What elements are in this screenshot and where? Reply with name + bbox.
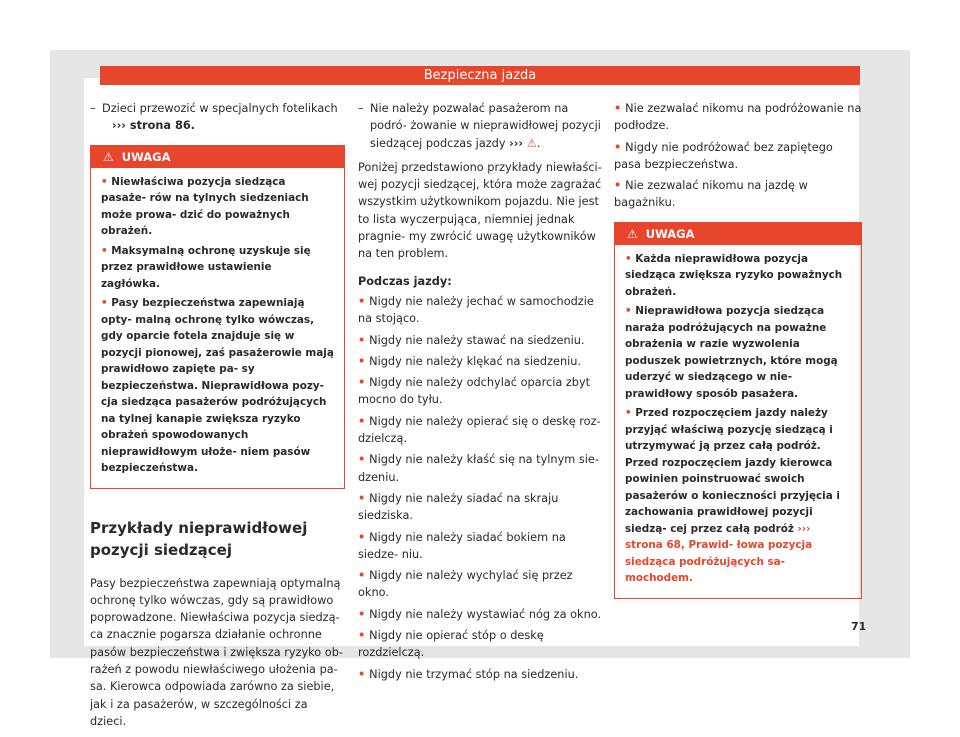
list-item: • Nigdy nie opierać stóp o deskę rozdzielczą. xyxy=(358,629,544,660)
warning-body xyxy=(615,245,861,598)
list-item: • Nigdy nie należy jechać w samochodzie na stojąco. xyxy=(358,294,594,326)
warning-triangle-icon: ⚠ xyxy=(526,136,537,150)
page-number: 71 xyxy=(851,620,867,633)
list-item: • Nigdy nie podróżować bez zapiętego pasa bezpieczeństwa. xyxy=(614,140,833,171)
section-heading: Przykłady nieprawidłowej pozycji siedzącej xyxy=(90,518,308,559)
dash-item: – Dzieci przewozić w specjalnych fotelikach ››› strona 86. xyxy=(90,100,345,135)
list-item: • Nigdy nie trzymać stóp na siedzeniu. xyxy=(358,667,579,681)
list-item: • Nigdy nie należy wystawiać nóg za okno. xyxy=(358,607,602,621)
dash-item-text: Nie należy pozwalać pasażerom na podró- żowanie w nieprawidłowej pozycji siedzącej podczas jazdy xyxy=(370,102,601,150)
list-item: • Nigdy nie należy wychylać się przez okno. xyxy=(358,569,573,600)
list-item: • Nigdy nie należy klękać na siedzeniu. xyxy=(358,354,582,368)
column-middle xyxy=(358,100,603,687)
list-item: • Nigdy nie należy siadać na skraju siedziska. xyxy=(358,491,559,523)
warning-reference-link[interactable]: ››› xyxy=(509,136,524,150)
warning-title: UWAGA xyxy=(645,226,695,241)
warning-title: UWAGA xyxy=(121,149,171,164)
warning-item: • Maksymalną ochronę uzyskuje się przez prawidłowe ustawienie zagłówka. xyxy=(101,244,311,290)
page-reference-link[interactable]: ››› strona 86. xyxy=(112,119,195,133)
list-item: • Nigdy nie należy siadać bokiem na siedze- niu. xyxy=(358,530,566,561)
warning-box xyxy=(90,145,345,489)
warning-triangle-icon: ⚠ xyxy=(627,226,638,241)
warning-item: • Nieprawidłowa pozycja siedząca naraża podróżujących na poważne obrażenia w razie wyzwolenia poduszek powietrznych, które mogą uderzyć w siedzącego w nie- prawidłowy sposób pasażera. xyxy=(625,305,838,400)
section-header: Bezpieczna jazda xyxy=(100,66,860,85)
warning-box xyxy=(614,222,862,599)
list-item: • Nigdy nie należy opierać się o deskę roz- dzielczą. xyxy=(358,414,601,446)
dash-item: – Nie należy pozwalać pasażerom na podró- żowanie w nieprawidłowej pozycji siedzącej podczas jazdy ››› ⚠. xyxy=(358,102,601,150)
page-reference-link[interactable]: ››› strona 68, Prawid- łowa pozycja siedząca podróżujących sa- mochodem. xyxy=(625,522,813,585)
warning-item: • Pasy bezpieczeństwa zapewniają opty- malną ochronę tylko wówczas, gdy oparcie fotela znajduje się w pozycji pionowej, zaś pasażerowie mają prawidłowo zapięte pa- sy bezpieczeństwa. Nieprawidłowa pozy- cja siedząca pasażerów podróżujących na tylnej kanapie zwiększa ryzyko obrażeń spowodowanych nieprawidłowym ułoże- niem pasów bezpieczeństwa. xyxy=(101,297,334,475)
subheading: Podczas jazdy: xyxy=(358,274,452,288)
list-item: • Nie zezwalać nikomu na podróżowanie na podłodze. xyxy=(614,102,862,133)
body-paragraph: Pasy bezpieczeństwa zapewniają optymalną ochronę tylko wówczas, gdy są prawidłowo poprowadzone. Niewłaściwa pozycja siedzą- ca znacznie pogarsza działanie ochronne pasów bezpieczeństwa i zwiększa ryzyko ob- rażeń z powodu niewłaściwego ułożenia pa- sa. Kierowca odpowiada zarówno za siebie, jak i za pasażerów, w szczególności za dzieci. xyxy=(90,576,343,728)
warning-header xyxy=(615,223,861,245)
warning-triangle-icon: ⚠ xyxy=(103,149,114,164)
list-item: • Nigdy nie należy odchylać oparcia zbyt mocno do tyłu. xyxy=(358,376,591,407)
intro-paragraph: Poniżej przedstawiono przykłady niewłaści- wej pozycji siedzącej, która może zagrażać wszystkim użytkownikom pojazdu. Nie jest to lista wyczerpująca, niemniej jednak pragnie- my zwrócić uwagę użytkowników na ten problem. xyxy=(358,160,602,261)
warning-item: • Przed rozpoczęciem jazdy należy przyjąć właściwą pozycję siedzącą i utrzymywać ją przez całą podróż. Przed rozpoczęciem jazdy kierowca powinien poinstruować swoich pasażerów o konieczności przyjęcia i zachowania prawidłowej pozycji siedzą- cej przez całą podróż ››› strona 68, Prawid- łowa pozycja siedząca podróżujących sa- mochodem. xyxy=(625,407,840,585)
column-left xyxy=(90,100,345,737)
dash-item-text: Dzieci przewozić w specjalnych fotelikach xyxy=(102,102,338,115)
warning-header xyxy=(91,146,344,168)
column-right xyxy=(614,100,862,599)
list-item: • Nie zezwalać nikomu na jazdę w bagażniku. xyxy=(614,179,808,210)
warning-item: • Niewłaściwa pozycja siedząca pasaże- rów na tylnych siedzeniach może prowa- dzić do poważnych obrażeń. xyxy=(101,175,309,238)
warning-item: • Każda nieprawidłowa pozycja siedząca zwiększa ryzyko poważnych obrażeń. xyxy=(625,252,843,298)
list-item: • Nigdy nie należy stawać na siedzeniu. xyxy=(358,333,585,347)
warning-body xyxy=(91,168,344,488)
list-item: • Nigdy nie należy kłaść się na tylnym sie- dzeniu. xyxy=(358,453,599,484)
